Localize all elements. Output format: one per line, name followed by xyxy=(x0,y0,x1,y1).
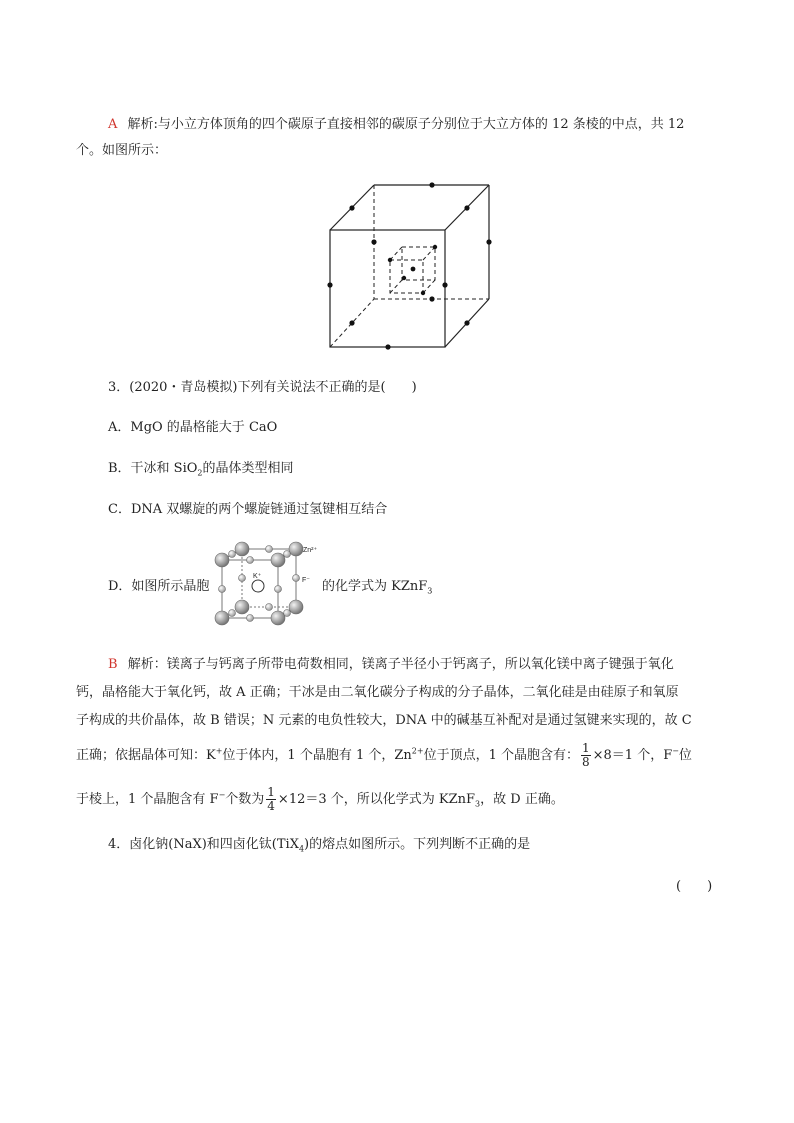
q3-option-d-formula: 的化学式为 KZnF$_3$ xyxy=(322,579,433,596)
q3-option-b: B．干冰和 SiO$_2$的晶体类型相同 xyxy=(108,461,294,478)
q3-analysis-line-5: 于棱上，1 个晶胞含有 F−个数为 $\frac{1}{4}$ ×12＝3 个，所以化学式为 KZnF$_3$，故 D 正确。 xyxy=(76,785,564,813)
q4-answer-paren: ( ) xyxy=(676,879,713,894)
zn-label: Zn²⁺ xyxy=(303,547,318,554)
q3-analysis-line-1: B 解析：镁离子与钙离子所带电荷数相同，镁离子半径小于钙离子，所以氧化镁中离子键强于氧化 xyxy=(108,657,674,672)
k-label: K⁺ xyxy=(253,573,262,580)
q3-option-a: A．MgO 的晶格能大于 CaO xyxy=(108,420,278,435)
q4-stem: 4．卤化钠(NaX)和四卤化钛(TiX$_4$)的熔点如图所示。下列判断不正确的是 xyxy=(108,837,531,854)
kznf3-unit-cell-figure xyxy=(210,540,322,632)
f-label: F⁻ xyxy=(302,577,310,584)
analysis-label: 解析： xyxy=(127,657,167,672)
answer-letter: B xyxy=(108,657,118,672)
front-face xyxy=(330,230,445,347)
q3-analysis-line-4: 正确；依据晶体可知：K+位于体内，1 个晶胞有 1 个，$Zn^{2+}$位于顶点，1 个晶胞含有： $\frac{1}{8}$ ×8＝1 个，F−位 xyxy=(76,741,692,769)
analysis-label: 解析: xyxy=(127,117,158,132)
q3-option-c: C．DNA 双螺旋的两个螺旋链通过氢键相互结合 xyxy=(108,502,388,517)
q3-option-d: D．如图所示晶胞 xyxy=(108,579,210,594)
q2-analysis-line-1 xyxy=(108,116,684,134)
q3-analysis-line-3: 子构成的共价晶体，故 B 错误；N 元素的电负性较大，DNA 中的碱基互补配对是通过氢键来实现的，故 C xyxy=(76,713,692,728)
cube-diagram xyxy=(318,172,504,356)
answer-letter: A xyxy=(108,117,118,132)
fraction-one-quarter: $\frac{1}{4}$ xyxy=(267,785,275,813)
fraction-one-eighth: $\frac{1}{8}$ xyxy=(581,741,590,769)
analysis-text: 与小立方体顶角的四个碳原子直接相邻的碳原子分别位于大立方体的 12 条棱的中点，共 12 xyxy=(157,117,685,132)
q3-analysis-line-2: 钙，晶格能大于氧化钙，故 A 正确；干冰是由二氧化碳分子构成的分子晶体，二氧化硅是由硅原子和氧原 xyxy=(76,685,679,700)
q2-analysis-line-2: 个。如图所示： xyxy=(76,143,168,158)
q3-stem: 3．(2020・青岛模拟)下列有关说法不正确的是( ) xyxy=(108,380,417,395)
